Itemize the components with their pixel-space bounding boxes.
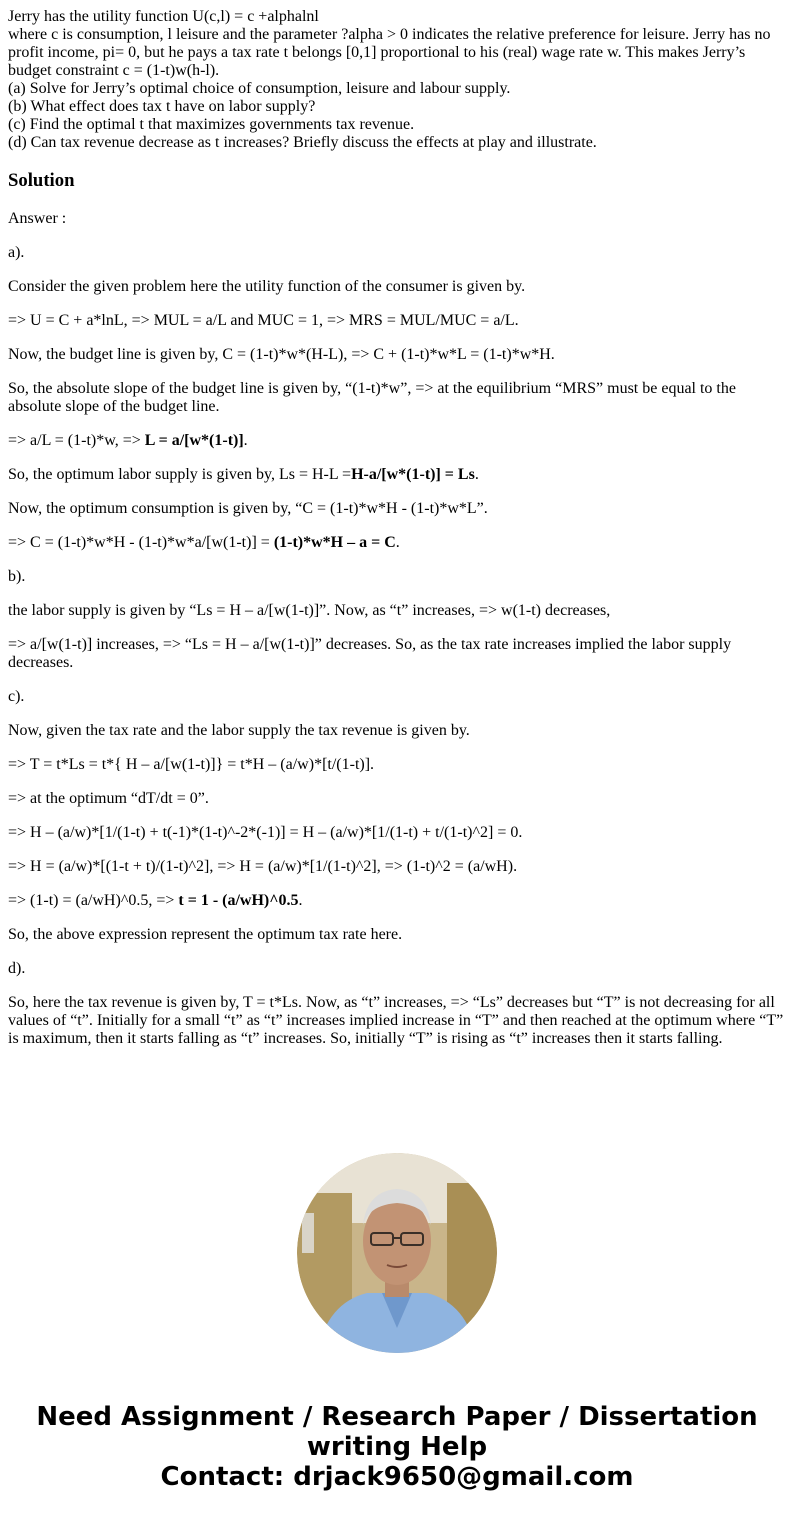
answer-paragraph: => H = (a/w)*[(1-t + t)/(1-t)^2], => H = (a/w)*[1/(1-t)^2], => (1-t)^2 = (a/wH). [8, 858, 518, 875]
answer-paragraph: So, the absolute slope of the budget line is given by, “(1-t)*w”, => at the equilibrium “MRS” must be equal to the absolute slope of the budget line. [8, 380, 736, 415]
answer-paragraph [8, 534, 786, 552]
part-d-label: d). [8, 960, 26, 977]
bold-result: H-a/[w*(1-t)] = Ls [351, 466, 475, 483]
answer-paragraph: So, here the tax revenue is given by, T = t*Ls. Now, as “t” increases, => “Ls” decreases but “T” is not decreasing for all values of “t”. Initially for a small “t” as “t” increases implied increase in “T” and then reached at the optimum where “T” is maximum, then it starts falling as “t” increases. So, initially “T” is rising as “t” increases then it starts falling. [8, 994, 784, 1047]
footer-line: Need Assignment / Research Paper / Dissertation [36, 1402, 758, 1432]
answer-paragraph [8, 432, 786, 450]
portrait-image [297, 1153, 497, 1353]
document-content [8, 8, 786, 1064]
text-span: => (1-t) = (a/wH)^0.5, => [8, 892, 179, 909]
footer-line: writing Help [306, 1432, 488, 1462]
part-a-label: a). [8, 244, 25, 261]
bold-result: t = 1 - (a/wH)^0.5 [178, 892, 299, 909]
footer-contact: Contact: drjack9650@gmail.com [160, 1462, 634, 1492]
question-block [8, 8, 786, 152]
answer-paragraph: => a/[w(1-t)] increases, => “Ls = H – a/[w(1-t)]” decreases. So, as the tax rate increases implied the labor supply decreases. [8, 636, 732, 671]
answer-paragraph: => T = t*Ls = t*{ H – a/[w(1-t)]} = t*H – (a/w)*[t/(1-t)]. [8, 756, 375, 773]
answer-paragraph: Consider the given problem here the utility function of the consumer is given by. [8, 278, 526, 295]
answer-paragraph: Now, given the tax rate and the labor supply the tax revenue is given by. [8, 722, 470, 739]
question-line: (b) What effect does tax t have on labor supply? [8, 98, 316, 115]
answer-paragraph [8, 466, 786, 484]
text-span: => C = (1-t)*w*H - (1-t)*w*a/[w(1-t)] = [8, 534, 274, 551]
bold-result: (1-t)*w*H – a = C [273, 534, 396, 551]
answer-label: Answer : [8, 210, 67, 227]
bold-result: L = a/[w*(1-t)] [144, 432, 244, 449]
answer-paragraph: => at the optimum “dT/dt = 0”. [8, 790, 209, 807]
answer-paragraph: the labor supply is given by “Ls = H – a/[w(1-t)]”. Now, as “t” increases, => w(1-t) decreases, [8, 602, 611, 619]
question-line: (a) Solve for Jerry’s optimal choice of consumption, leisure and labour supply. [8, 80, 511, 97]
answer-paragraph [8, 892, 786, 910]
text-span: . [474, 466, 479, 483]
text-span: . [298, 892, 303, 909]
text-span: So, the optimum labor supply is given by, Ls = H-L = [8, 466, 352, 483]
part-c-label: c). [8, 688, 25, 705]
question-line: (c) Find the optimal t that maximizes governments tax revenue. [8, 116, 415, 133]
answer-paragraph: Now, the budget line is given by, C = (1-t)*w*(H-L), => C + (1-t)*w*L = (1-t)*w*H. [8, 346, 555, 363]
question-line: Jerry has the utility function U(c,l) = c +alphalnl [8, 8, 319, 25]
question-line: where c is consumption, l leisure and the parameter ?alpha > 0 indicates the relative preference for leisure. Jerry has no profit income, pi= 0, but he pays a tax rate t belongs [0,1] proportional to his (real) wage rate w. This makes Jerry’s budget constraint c = (1-t)w(h-l). [8, 26, 771, 79]
text-span: . [395, 534, 400, 551]
answer-paragraph: Now, the optimum consumption is given by, “C = (1-t)*w*H - (1-t)*w*L”. [8, 500, 488, 517]
text-span: => a/L = (1-t)*w, => [8, 432, 145, 449]
answer-paragraph: => U = C + a*lnL, => MUL = a/L and MUC = 1, => MRS = MUL/MUC = a/L. [8, 312, 519, 329]
promo-footer [0, 1402, 794, 1492]
answer-paragraph: => H – (a/w)*[1/(1-t) + t(-1)*(1-t)^-2*(-1)] = H – (a/w)*[1/(1-t) + t/(1-t)^2] = 0. [8, 824, 523, 841]
author-photo [297, 1153, 497, 1353]
part-b-label: b). [8, 568, 26, 585]
answer-paragraph: So, the above expression represent the optimum tax rate here. [8, 926, 403, 943]
solution-heading: Solution [8, 170, 75, 191]
text-span: . [243, 432, 248, 449]
question-line: (d) Can tax revenue decrease as t increases? Briefly discuss the effects at play and illustrate. [8, 134, 597, 151]
answer-block [8, 210, 786, 1048]
